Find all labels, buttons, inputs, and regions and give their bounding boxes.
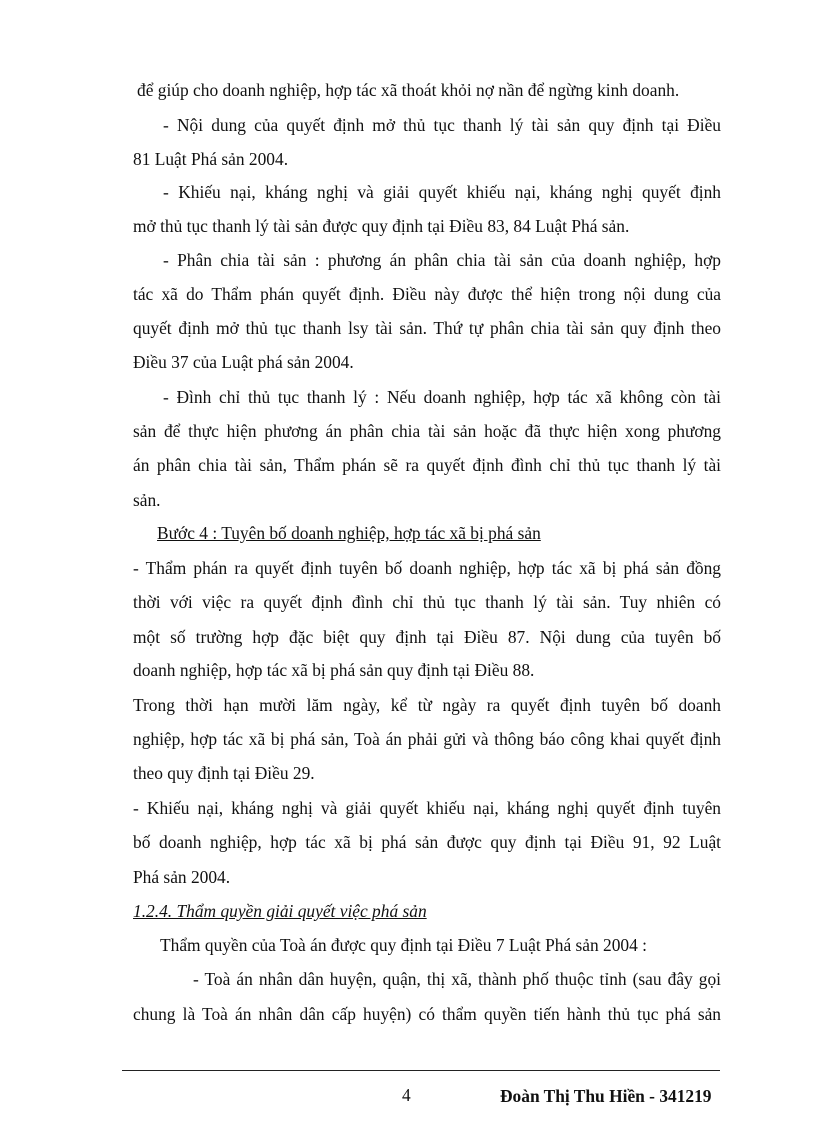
text-line-26: Thẩm quyền của Toà án được quy định tại Điều 7 Luật Phá sản 2004 : bbox=[160, 935, 648, 955]
footer-divider bbox=[122, 1070, 720, 1071]
text-line-19: Trong thời hạn mười lăm ngày, kể từ ngày ra quyết định tuyên bố doanh bbox=[133, 695, 721, 715]
footer-author: Đoàn Thị Thu Hiền - 341219 bbox=[500, 1086, 712, 1106]
text-line-11: sản để thực hiện phương án phân chia tài sản hoặc đã thực hiện xong phương bbox=[133, 421, 721, 441]
text-line-6: - Phân chia tài sản : phương án phân chia tài sản của doanh nghiệp, hợp bbox=[163, 250, 721, 270]
text-line-18: doanh nghiệp, hợp tác xã bị phá sản quy định tại Điều 88. bbox=[133, 660, 535, 680]
section-heading-1-2-4: 1.2.4. Thẩm quyền giải quyết việc phá sản bbox=[133, 901, 427, 921]
text-line-12: án phân chia tài sản, Thẩm phán sẽ ra quyết định đình chỉ thủ tục thanh lý tài bbox=[133, 455, 721, 475]
text-line-4: - Khiếu nại, kháng nghị và giải quyết khiếu nại, kháng nghị quyết định bbox=[163, 182, 721, 202]
text-line-15: - Thẩm phán ra quyết định tuyên bố doanh nghiệp, hợp tác xã bị phá sản đồng bbox=[133, 558, 721, 578]
text-line-23: bố doanh nghiệp, hợp tác xã bị phá sản được quy định tại Điều 91, 92 Luật bbox=[133, 832, 721, 852]
text-line-2: - Nội dung của quyết định mở thủ tục thanh lý tài sản quy định tại Điều bbox=[163, 115, 721, 135]
text-line-7: tác xã do Thẩm phán quyết định. Điều này được thể hiện trong nội dung của bbox=[133, 284, 721, 304]
text-line-22: - Khiếu nại, kháng nghị và giải quyết khiếu nại, kháng nghị quyết định tuyên bbox=[133, 798, 721, 818]
text-line-20: nghiệp, hợp tác xã bị phá sản, Toà án phải gửi và thông báo công khai quyết định bbox=[133, 729, 721, 749]
text-line-10: - Đình chỉ thủ tục thanh lý : Nếu doanh nghiệp, hợp tác xã không còn tài bbox=[163, 387, 721, 407]
text-line-5: mở thủ tục thanh lý tài sản được quy định tại Điều 83, 84 Luật Phá sản. bbox=[133, 216, 630, 236]
text-line-3: 81 Luật Phá sản 2004. bbox=[133, 149, 289, 169]
text-line-16: thời với việc ra quyết định đình chỉ thủ tục thanh lý tài sản. Tuy nhiên có bbox=[133, 592, 721, 612]
text-line-21: theo quy định tại Điều 29. bbox=[133, 763, 315, 783]
text-line-24: Phá sản 2004. bbox=[133, 867, 231, 887]
section-heading-buoc-4: Bước 4 : Tuyên bố doanh nghiệp, hợp tác xã bị phá sản bbox=[157, 523, 541, 543]
page-number: 4 bbox=[402, 1085, 411, 1105]
text-line-27: - Toà án nhân dân huyện, quận, thị xã, thành phố thuộc tỉnh (sau đây gọi bbox=[193, 969, 721, 989]
text-line-1: để giúp cho doanh nghiệp, hợp tác xã thoát khỏi nợ nần để ngừng kinh doanh. bbox=[137, 80, 680, 100]
text-line-9: Điều 37 của Luật phá sản 2004. bbox=[133, 352, 354, 372]
text-line-13: sản. bbox=[133, 490, 161, 510]
text-line-17: một số trường hợp đặc biệt quy định tại Điều 87. Nội dung của tuyên bố bbox=[133, 627, 721, 647]
text-line-8: quyết định mở thủ tục thanh lsy tài sản. Thứ tự phân chia tài sản quy định theo bbox=[133, 318, 721, 338]
text-line-28: chung là Toà án nhân dân cấp huyện) có thẩm quyền tiến hành thủ tục phá sản bbox=[133, 1004, 721, 1024]
